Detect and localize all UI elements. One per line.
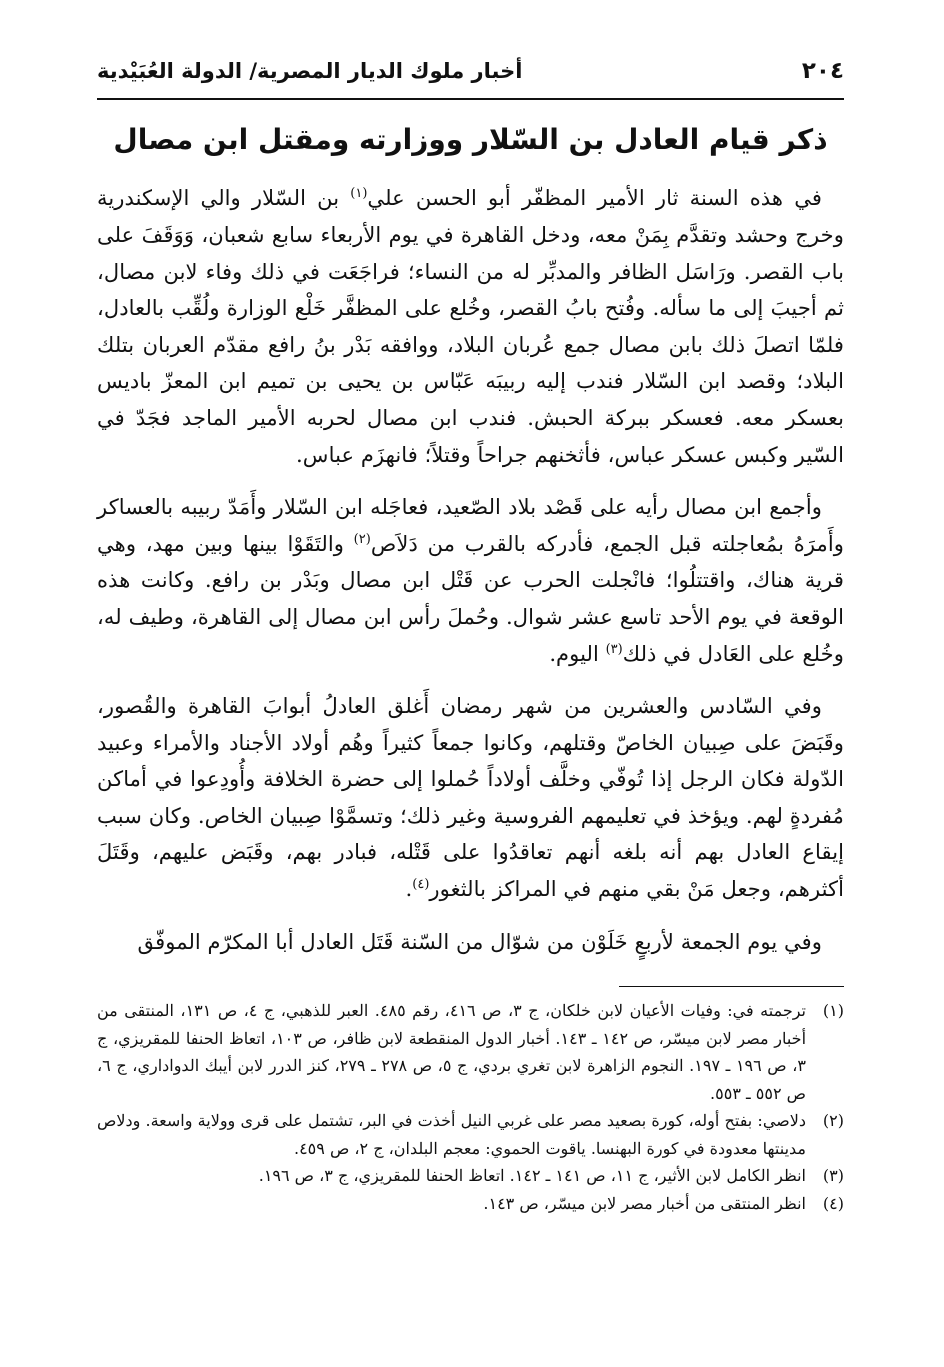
footnote-number: (٢) bbox=[822, 1111, 844, 1131]
footnote bbox=[97, 997, 844, 1107]
footnote-divider bbox=[619, 986, 844, 987]
page-number: ٢٠٤ bbox=[801, 58, 844, 84]
footnote-text: دلاصي: بفتح أوله، كورة بصعيد مصر على غربي النيل أخذت في البر، تشتمل على قرى وولاية واسعة. ودلاص مدينتها معدودة في كورة البهنسا. ياقوت الحموي: معجم البلدان، ج ٢، ص ٤٥٩. bbox=[97, 1111, 806, 1158]
footnote-ref: (٣) bbox=[605, 641, 623, 657]
paragraph: في هذه السنة ثار الأمير المظفّر أبو الحسن علي$^{(١)}$ بن السّلار والي الإسكندرية وخرج وحشد وتقدَّم بِمَنْ معه، ودخل القاهرة في يوم الأربعاء سابع شعبان، وَوَقَفَ على باب القصر. ورَاسَل الظافر والمدبِّر له من النساء؛ فراجَعَت في ذلك وفاء لابن مصال، ثم أجيبَ إلى ما سأله. وفُتح بابُ القصر، وخُلع على المظفَّر خَلْع الوزارة ولُقِّب بالعادل، فلمّا اتصلَ ذلك بابن مصال جمع عُربان البلاد، ووافقه بَدْر بنُ رافع مقدّم العربان بتلك البلاد؛ وقصد ابن السّلار فندب إليه ربيبَه عَبّاس بن يحيى بن تميم ابن المعزّ باديس بعسكر معه. فعسكر ببركة الحبش. فندب ابن مصال لحربه الأمير الماجد فجَدّ في السّير وكبس عسكر عباس، فأثخنهم جراحاً وقتلاً؛ فانهزَم عباس. bbox=[97, 185, 844, 467]
footnote-text: انظر المنتقى من أخبار مصر لابن ميسّر، ص ١٤٣. bbox=[483, 1193, 806, 1213]
paragraph: وفي السّادس والعشرين من شهر رمضان أَغلق العادلُ أبوابَ القاهرة والقُصور، وقَبَضَ على صِبيان الخاصّ وقتلهم، وكانوا جمعاً كثيراً وهُم أولاد الأجناد والأمراء وعبيد الدّولة فكان الرجل إذا تُوفّي وخلَّف أولاداً حُملوا إلى حضرة الخلافة وأُودِعوا في أماكن مُفردةٍ لهم. ويؤخذ في تعليمهم الفروسية وغير ذلك؛ وتسمَّوْا صِبيان الخاص. وكان سبب إيقاع العادل بهم أنه بلغه أنهم تعاقدُوا على قَتْله، فبادر بهم، وقَبَض عليهم، وقَتَلَ أكثرهم، وجعل مَنْ بقي منهم في المراكز بالثغور$^{(٤)}$. bbox=[97, 693, 844, 902]
footnote-ref: (٤) bbox=[412, 877, 430, 893]
footnote-number: (١) bbox=[822, 1001, 844, 1021]
footnote-ref: (٢) bbox=[353, 531, 371, 547]
footnote bbox=[97, 1107, 844, 1162]
footnote-number: (٤) bbox=[822, 1193, 844, 1213]
footnote-text: ترجمته في: وفيات الأعيان لابن خلكان، ج ٣، ص ٤١٦، رقم ٤٨٥. العبر للذهبي، ج ٤، ص ١٣١، المنتقى من أخبار مصر لابن ميسّر، ص ١٤٢ ـ ١٤٣. أخبار الدول المنقطعة لابن ظافر، ص ١٠٣، اتعاظ الحنفا للمقريزي، ج ٣، ص ١٩٦ ـ ١٩٧. النجوم الزاهرة لابن تغري بردي، ج ٥، ص ٢٧٨ ـ ٢٧٩، كنز الدرر لابن أيبك الدواداري، ج ٦، ص ٥٥٢ ـ ٥٥٣. bbox=[97, 1001, 807, 1103]
footnote bbox=[97, 1190, 844, 1218]
footnote-number: (٣) bbox=[822, 1166, 844, 1186]
book-page bbox=[97, 58, 844, 1217]
footnote bbox=[97, 1162, 844, 1190]
running-header bbox=[97, 58, 844, 100]
footnote-text: انظر الكامل لابن الأثير، ج ١١، ص ١٤١ ـ ١٤٢. اتعاظ الحنفا للمقريزي، ج ٣، ص ١٩٦. bbox=[258, 1166, 806, 1186]
chapter-title: ذكر قيام العادل بن السّلار ووزارته ومقتل ابن مصال bbox=[113, 123, 828, 156]
running-title: أخبار ملوك الديار المصرية/ الدولة العُبَيْدية bbox=[97, 59, 523, 83]
footnotes bbox=[97, 997, 844, 1217]
paragraph: وأجمع ابن مصال رأيه على قَصْد بلاد الصّعيد، فعاجَله ابن السّلار وأَمَدّ ربيبه بالعساكر وأَمرَهُ بمُعاجلته قبل الجمع، فأدركه بالقرب من دَلاَص$^{(٢)}$ والتَقَوْا بينها وبين مهد، وهي قرية هناك، واقتتلُوا؛ فانْجلت الحرب عن قَتْل ابن مصال وبَدْر بن رافع. وكانت هذه الوقعة في يوم الأحد تاسع عشر شوال. وحُملَ رأس ابن مصال إلى القاهرة، وطيف له، وخُلع على العَادل في ذلك$^{(٣)}$ اليوم. bbox=[97, 494, 845, 666]
paragraph: وفي يوم الجمعة لأربعٍ خَلَوْن من شوّال من السّنة قَتَل العادل أبا المكرّم الموفّق bbox=[137, 928, 822, 954]
footnote-ref: (١) bbox=[350, 186, 368, 202]
body-text bbox=[97, 180, 844, 960]
